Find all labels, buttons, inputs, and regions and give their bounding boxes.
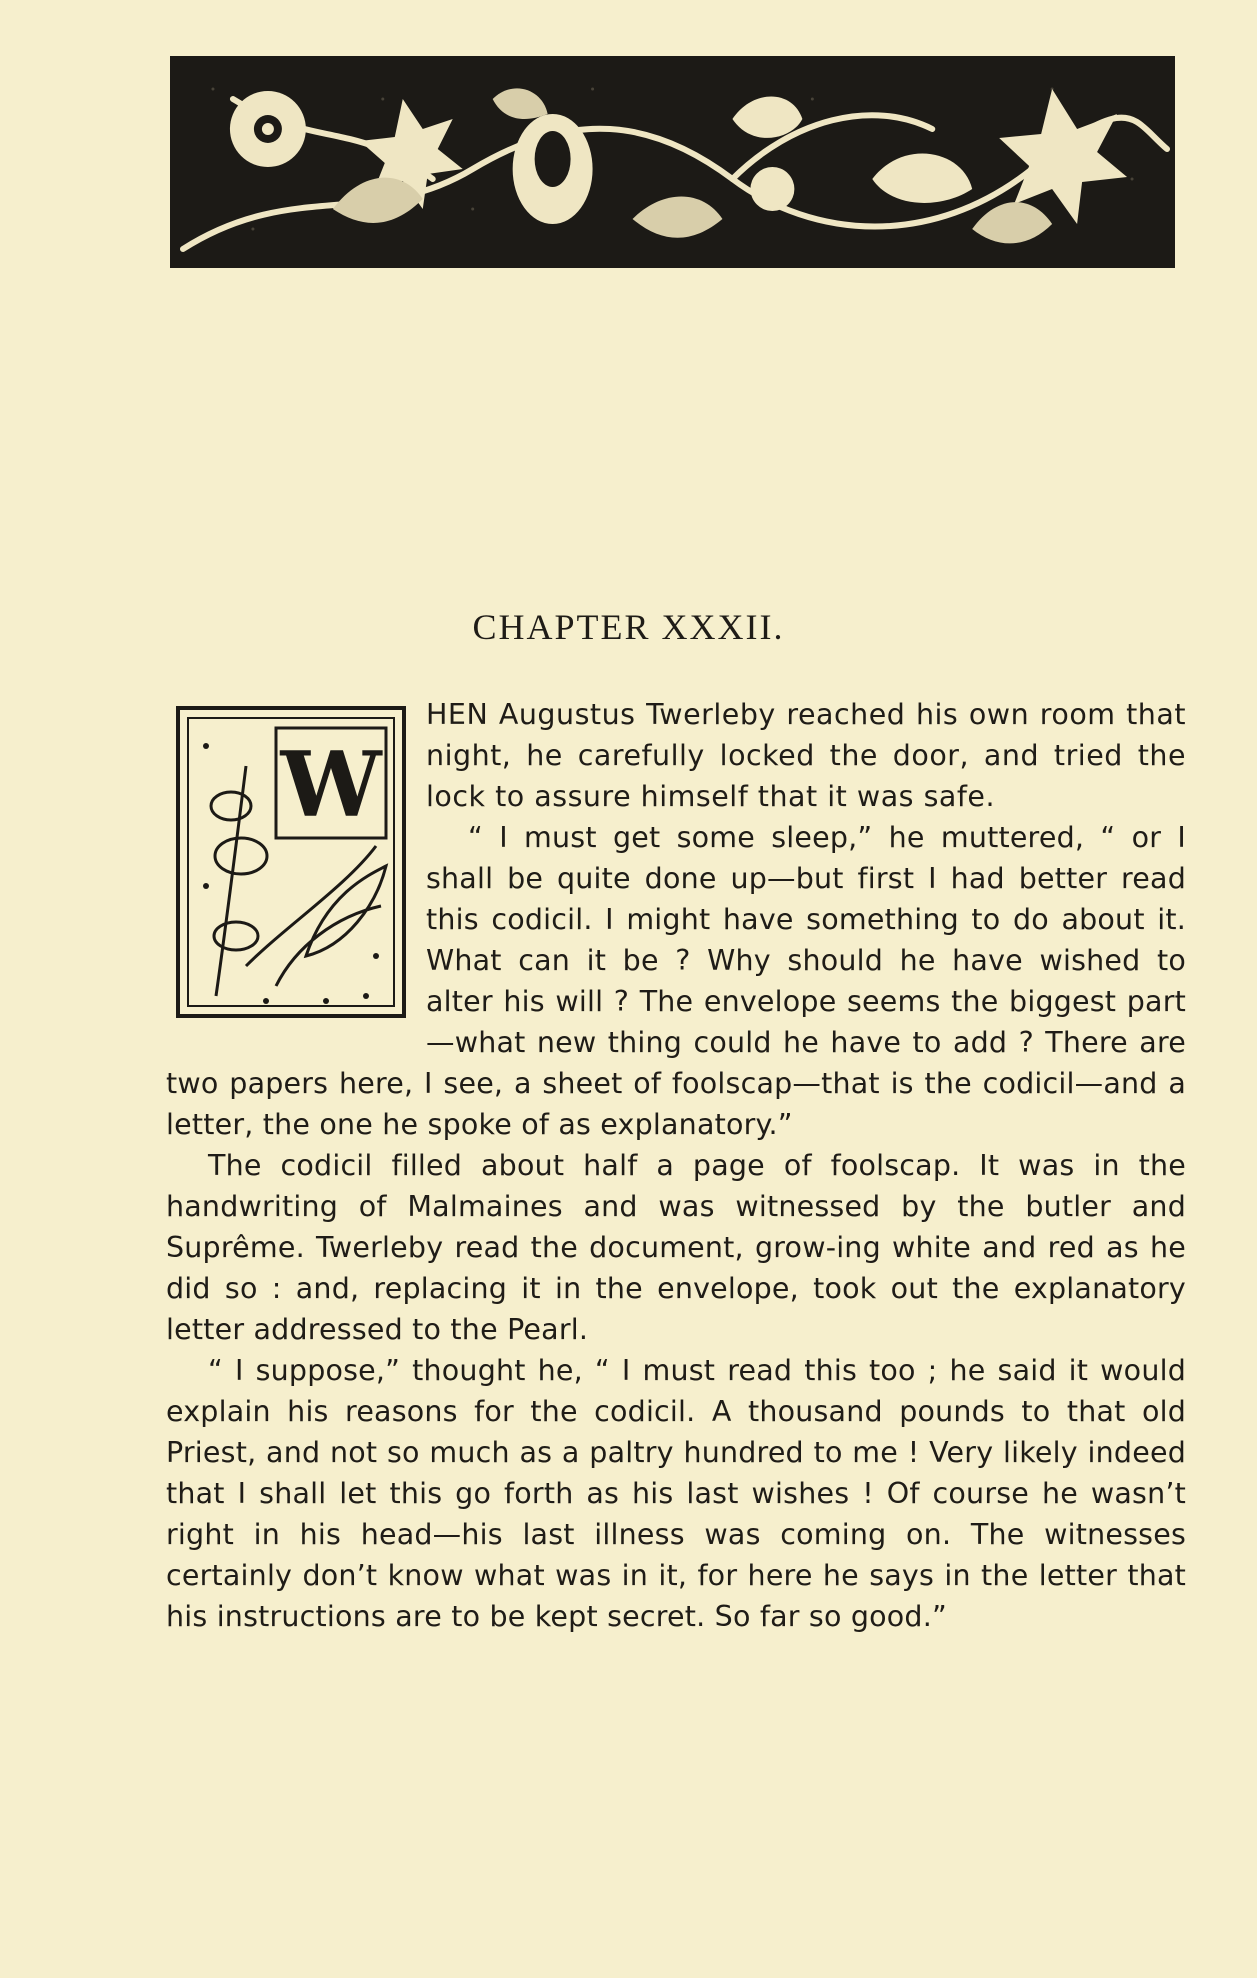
paragraph-2: “ I must get some sleep,” he muttered, “ or I shall be quite done up—but first I had better read this codicil. I might have something to do about it. What can it be ? Why should he have wished to alter his will ? The envelope seems the biggest part—what new thing could he have to add ? There are two papers here, I see, a sheet of foolscap—that is the codicil—and a letter, the one he spoke of as explanatory.”	[166, 821, 1186, 1141]
initial-letter: W	[280, 732, 382, 838]
chapter-title: CHAPTER XXXII.	[472, 607, 785, 647]
paragraph-1: HEN Augustus Twerleby reached his own room that night, he carefully locked the door, and tried the lock to assure himself that it was safe.	[426, 698, 1186, 813]
body-text	[166, 694, 1186, 1637]
decorative-headpiece	[170, 56, 1175, 268]
paragraph-4: “ I suppose,” thought he, “ I must read this too ; he said it would explain his reasons for the codicil. A thousand pounds to that old Priest, and not so much as a paltry hundred to me ! Very likely indeed that I shall let this go forth as his last wishes ! Of course he wasn’t right in his head—his last illness was coming on. The witnesses certainly don’t know what was in it, for here he says in the letter that his instructions are to be kept secret. So far so good.”	[166, 1354, 1186, 1633]
floral-ornament-icon	[173, 59, 1172, 265]
drop-cap-spacer	[166, 694, 426, 1024]
paragraph-3: The codicil filled about half a page of foolscap. It was in the handwriting of Malmaines and was witnessed by the butler and Suprême. Twerleby read the document, grow-ing white and red as he did so : and, replacing it in the envelope, took out the explanatory letter addressed to the Pearl.	[166, 1149, 1186, 1346]
